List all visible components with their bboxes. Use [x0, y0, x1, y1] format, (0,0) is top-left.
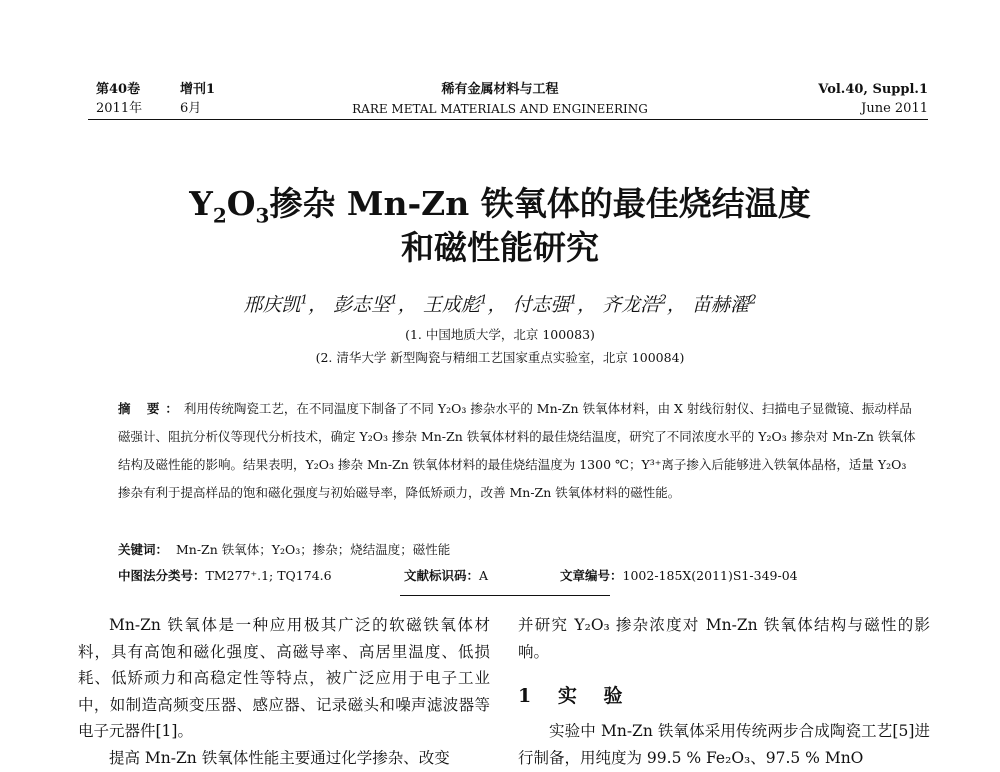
- paper-title-line2: 和磁性能研究: [401, 228, 599, 267]
- affiliation-2: (2. 清华大学 新型陶瓷与精细工艺国家重点实验室，北京 100084): [315, 350, 685, 365]
- body-left-paragraph: Mn-Zn 铁氧体是一种应用极其广泛的软磁铁氧体材料，具有高饱和磁化强度、高磁导率、高居里温度、低损耗、低矫顽力和高稳定性等特点，被广泛应用于电子工业中，如制造高频变压器、感应器、记录磁头和噪声滤波器等电子元器件[1]。: [78, 616, 490, 740]
- author-list: 邢庆凯$^1$， 彭志坚$^1$， 王成彪$^1$， 付志强$^1$， 齐龙浩$^2$， 苗赫濯$^2$: [243, 292, 757, 316]
- section-heading: 1 实 验: [518, 685, 633, 707]
- abstract-divider: [400, 595, 610, 596]
- header-issue: 增刊1: [180, 82, 216, 97]
- abstract-text: 利用传统陶瓷工艺，在不同温度下制备了不同 Y₂O₃ 掺杂水平的 Mn-Zn 铁氧体材料，由 X 射线衍射仪、扫描电子显微镜、振动样品磁强计、阻抗分析仪等现代分析技术，确定 Y₂O₃ 掺杂 Mn-Zn 铁氧体材料的最佳烧结温度，研究了不同浓度水平的 Y₂O₃ 掺杂对 Mn-Zn 铁氧体结构及磁性能的影响。结果表明，Y₂O₃ 掺杂 Mn-Zn 铁氧体材料的最佳烧结温度为 1300 ℃；Y³⁺离子掺入后能够进入铁氧体晶格，适量 Y₂O₃ 掺杂有利于提高样品的饱和磁化强度与初始磁导率，降低矫顽力，改善 Mn-Zn 铁氧体材料的磁性能。: [118, 401, 916, 500]
- article-number: 文章编号：1002-185X(2011)S1-349-04: [560, 568, 798, 583]
- clc-number: 中图法分类号：TM277⁺.1; TQ174.6: [118, 568, 332, 583]
- paper-title-line1: $Y_2O_3$掺杂 Mn-Zn 铁氧体的最佳烧结温度: [189, 184, 811, 228]
- author: 彭志坚$^1$: [333, 292, 398, 316]
- author: 齐龙浩$^2$: [602, 292, 667, 316]
- header-month: 6月: [180, 101, 202, 116]
- header-year: 2011年: [96, 101, 143, 116]
- header-rule: [88, 119, 928, 120]
- author: 付志强$^1$: [512, 292, 578, 316]
- document-code: 文献标识码：A: [404, 568, 489, 583]
- affiliation-1: (1. 中国地质大学，北京 100083): [405, 327, 595, 342]
- author: 苗赫濯$^2$: [691, 292, 757, 316]
- keywords: 关键词： Mn-Zn 铁氧体；Y₂O₃；掺杂；烧结温度；磁性能: [118, 542, 451, 557]
- header-date-en: June 2011: [861, 101, 928, 116]
- header-volume-en: Vol.40, Suppl.1: [818, 82, 928, 97]
- body-right-paragraph: 并研究 Y₂O₃ 掺杂浓度对 Mn-Zn 铁氧体结构与磁性的影响。: [518, 616, 930, 661]
- header-journal-en: RARE METAL MATERIALS AND ENGINEERING: [352, 102, 648, 116]
- abstract: [118, 395, 918, 507]
- author: 王成彪$^1$: [422, 292, 488, 316]
- body-right-paragraph-2: 实验中 Mn-Zn 铁氧体采用传统两步合成陶瓷工艺[5]进行制备，用纯度为 99.5 % Fe₂O₃、97.5 % MnO: [518, 722, 930, 767]
- header-journal-cn: 稀有金属材料与工程: [441, 82, 559, 97]
- body-left-continued: 提高 Mn-Zn 铁氧体性能主要通过化学掺杂、改变: [109, 749, 450, 767]
- author: 邢庆凯$^1$: [243, 292, 309, 316]
- header-volume: 第40卷: [96, 82, 141, 97]
- abstract-label: 摘 要：: [118, 401, 184, 416]
